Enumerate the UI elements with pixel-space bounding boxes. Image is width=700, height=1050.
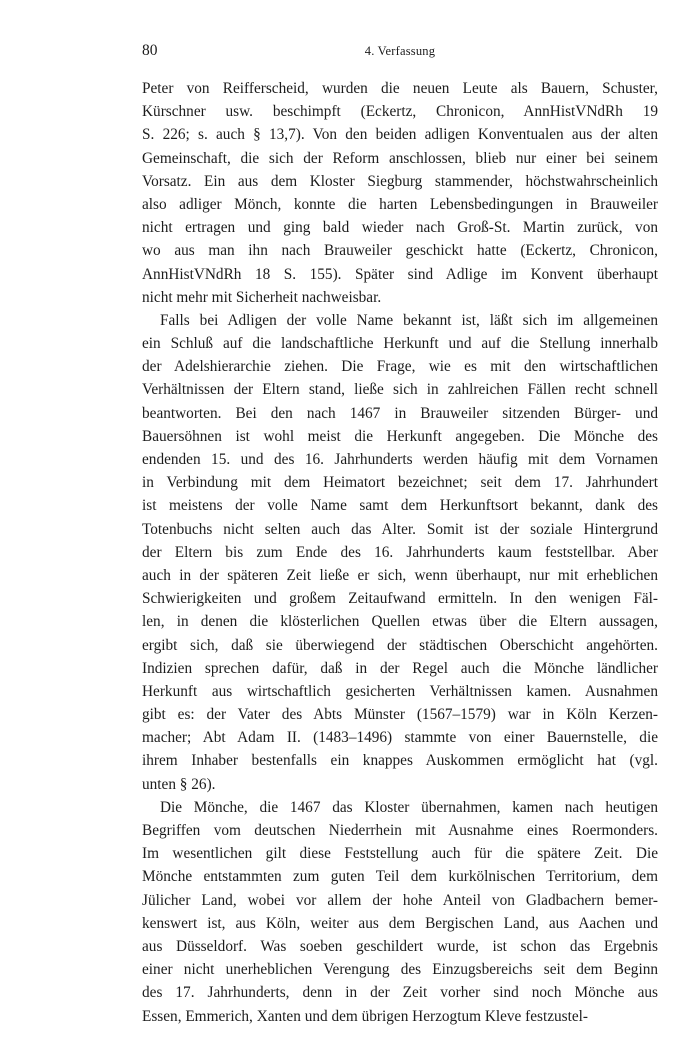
text-line: kenswert ist, aus Köln, weiter aus dem Bergischen Land, aus Aachen und	[142, 914, 658, 932]
text-line: len, in denen die klösterlichen Quellen etwas über die Eltern aussagen,	[142, 613, 658, 631]
text-line: wo aus man ihn nach Brauweiler geschickt hatte (Eckertz, Chronicon,	[142, 242, 658, 260]
body-text	[142, 77, 658, 1028]
text-line: Peter von Reifferscheid, wurden die neuen Leute als Bauern, Schuster,	[142, 80, 658, 97]
text-line: auch in der späteren Zeit ließe er sich, wenn überhaupt, nur mit erheblichen	[142, 566, 658, 584]
text-line: endenden 15. und des 16. Jahrhunderts werden häufig mit dem Vornamen	[142, 451, 658, 468]
text-line: ist meistens der volle Name samt dem Herkunftsort bekannt, dank des	[142, 497, 658, 515]
page-header	[142, 42, 658, 62]
text-line: Verhältnissen der Eltern stand, ließe sich in zahlreichen Fällen recht schnell	[142, 381, 658, 399]
text-line: ihrem Inhaber bestenfalls ein knappes Auskommen ermöglicht hat (vgl.	[142, 752, 658, 770]
text-line: gibt es: der Vater des Abts Münster (1567–1579) war in Köln Kerzen-	[142, 706, 658, 724]
text-line: beantworten. Bei den nach 1467 in Brauweiler sitzenden Bürger- und	[142, 404, 658, 422]
text-line: unten § 26).	[142, 775, 216, 793]
text-line: in Verbindung mit dem Heimatort bezeichnet; seit dem 17. Jahrhundert	[142, 474, 658, 492]
text-line: Totenbuchs nicht selten auch das Alter. Somit ist der soziale Hintergrund	[142, 520, 658, 538]
text-line: also adliger Mönch, konnte die harten Lebensbedingungen in Brauweiler	[142, 195, 658, 213]
text-line: AnnHistVNdRh 18 S. 155). Später sind Adlige im Konvent überhaupt	[142, 265, 658, 283]
text-line: macher; Abt Adam II. (1483–1496) stammte von einer Bauernstelle, die	[142, 729, 658, 747]
text-line: Begriffen vom deutschen Niederrhein mit Ausnahme eines Roermonders.	[142, 822, 658, 839]
text-line: aus Düsseldorf. Was soeben geschildert wurde, ist schon das Ergebnis	[142, 937, 658, 955]
text-line: Mönche entstammten zum guten Teil dem kurkölnischen Territorium, dem	[142, 868, 658, 886]
page-number: 80	[142, 42, 158, 59]
text-line: Schwierigkeiten und großem Zeitaufwand ermitteln. In den wenigen Fäl-	[142, 590, 658, 608]
text-line: der Eltern bis zum Ende des 16. Jahrhunderts kaum feststellbar. Aber	[142, 543, 658, 561]
text-line: Im wesentlichen gilt diese Feststellung auch für die spätere Zeit. Die	[142, 845, 658, 863]
text-line: des 17. Jahrhunderts, denn in der Zeit vorher sind noch Mönche aus	[142, 984, 658, 1002]
text-line: ein Schluß auf die landschaftliche Herkunft und auf die Stellung innerhalb	[142, 335, 658, 353]
text-line: der Adelshierarchie ziehen. Die Frage, wie es mit den wirtschaftlichen	[142, 358, 658, 376]
text-line: Indizien sprechen dafür, daß in der Regel auch die Mönche ländlicher	[142, 659, 658, 677]
text-line: einer nicht unerheblichen Verengung des Einzugsbereichs seit dem Beginn	[142, 961, 658, 979]
text-line: Essen, Emmerich, Xanten und dem übrigen Herzogtum Kleve festzustel-	[142, 1007, 589, 1025]
text-line: Gemeinschaft, die sich der Reform anschlossen, blieb nur einer bei seinem	[142, 149, 658, 167]
text-line: nicht ertragen und ging bald wieder nach Groß-St. Martin zurück, von	[142, 219, 658, 237]
running-head: 4. Verfassung	[364, 44, 436, 58]
text-line: ergibt sich, daß sie überwiegend der städtischen Oberschicht angehörten.	[142, 636, 658, 654]
text-line: S. 226; s. auch § 13,7). Von den beiden adligen Konventualen aus der alten	[142, 126, 658, 144]
text-line: Jülicher Land, wobei vor allem der hohe Anteil von Gladbachern bemer-	[142, 891, 658, 909]
text-line: nicht mehr mit Sicherheit nachweisbar.	[142, 288, 382, 306]
text-line: Falls bei Adligen der volle Name bekannt ist, läßt sich im allgemeinen	[160, 311, 658, 329]
text-line: Herkunft aus wirtschaftlich gesicherten Verhältnissen kamen. Ausnahmen	[142, 682, 658, 700]
text-line: Bauersöhnen ist wohl meist die Herkunft angegeben. Die Mönche des	[142, 427, 658, 445]
text-line: Kürschner usw. beschimpft (Eckertz, Chronicon, AnnHistVNdRh 19	[142, 103, 658, 121]
text-line: Vorsatz. Ein aus dem Kloster Siegburg stammender, höchstwahrscheinlich	[142, 172, 658, 190]
text-line: Die Mönche, die 1467 das Kloster übernahmen, kamen nach heutigen	[160, 798, 658, 816]
